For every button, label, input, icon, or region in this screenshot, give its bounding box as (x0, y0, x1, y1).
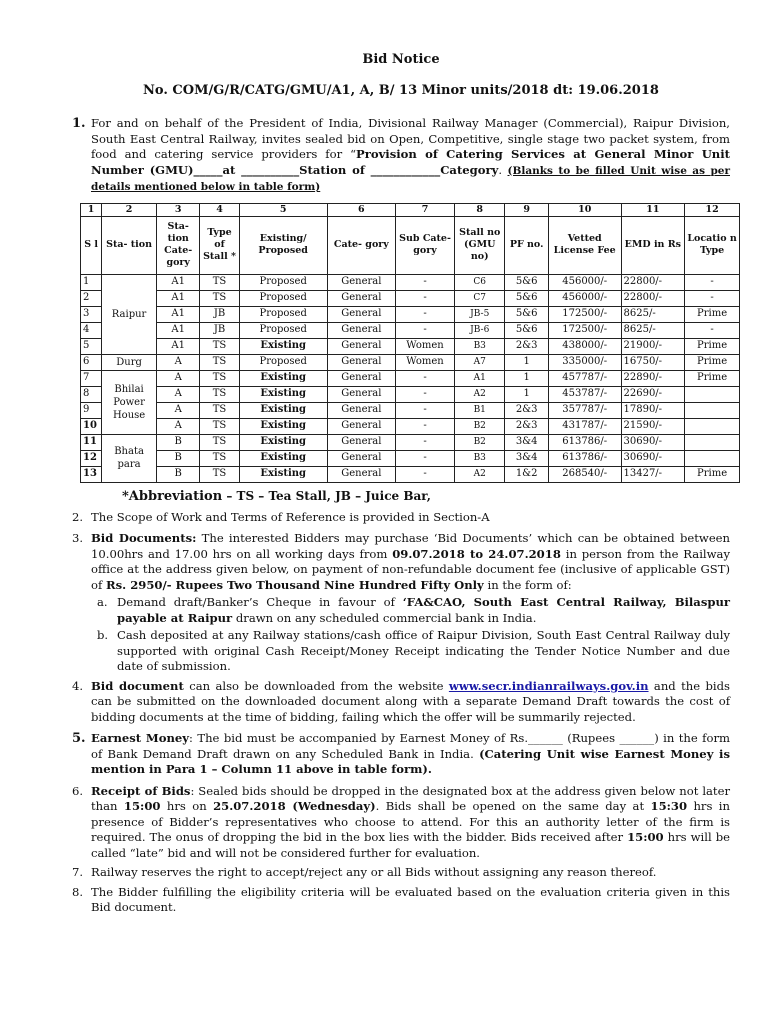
header-stall-type: Type of Stall * (200, 216, 239, 274)
page-title: Bid Notice (362, 52, 440, 67)
p1-bold-2: (Blanks to be filled Unit wise as per details mentioned below in table form) (91, 164, 730, 193)
header-station-category: Sta- tion Cate- gory (156, 216, 200, 274)
sub-label: b. (97, 628, 109, 642)
cell-license-fee: 457787/- (548, 370, 621, 386)
p7-text: Railway reserves the right to accept/reject any or all Bids without assigning any reason thereof. (91, 865, 657, 879)
p6-text-3: . Bids shall be opened on the same day at (375, 799, 651, 813)
cell-sub-category: Women (395, 354, 454, 370)
cell-pf-number: 2&3 (505, 402, 549, 418)
cell-location-type: Prime (685, 354, 740, 370)
table-row (81, 418, 740, 434)
cell-stall-type: TS (200, 290, 239, 306)
cell-stall-type: TS (200, 354, 239, 370)
cell-location-type: - (685, 322, 740, 338)
paragraph-6 (72, 784, 730, 862)
cell-location-type: Prime (685, 370, 740, 386)
cell-stall-number: JB-5 (455, 306, 505, 322)
stall-table (80, 203, 740, 483)
paragraph-number: 5. (72, 731, 86, 746)
cell-stall-type: TS (200, 466, 239, 482)
abbreviation-label: *Abbreviation (122, 488, 223, 504)
cell-sl: 4 (81, 322, 102, 338)
cell-category: General (327, 450, 395, 466)
cell-stall-number: C6 (455, 274, 505, 290)
cell-emd-amount: 16750/- (621, 354, 685, 370)
cell-station: Durg (102, 354, 157, 370)
header-stall-no: Stall no (GMU no) (455, 216, 505, 274)
p6-bold-4: 15:30 (650, 799, 688, 813)
paragraph-5 (72, 731, 730, 778)
cell-emd-amount: 22890/- (621, 370, 685, 386)
p6-bold-1: Receipt of Bids (91, 783, 191, 798)
header-license-fee: Vetted License Fee (548, 216, 621, 274)
cell-pf-number: 2&3 (505, 418, 549, 434)
cell-pf-number: 1 (505, 354, 549, 370)
cell-existing-proposed: Proposed (239, 354, 327, 370)
p1-text-2: . (498, 162, 508, 177)
paragraph-number: 6. (72, 783, 84, 798)
cell-category: General (327, 418, 395, 434)
cell-station-category: B (156, 466, 200, 482)
cell-license-fee: 456000/- (548, 290, 621, 306)
cell-license-fee: 613786/- (548, 434, 621, 450)
sub-item-a (91, 595, 730, 626)
cell-location-type: Prime (685, 306, 740, 322)
header-row (81, 216, 740, 274)
header-existing-proposed: Existing/ Proposed (239, 216, 327, 274)
col-number: 12 (685, 203, 740, 216)
sub-b-text: Cash deposited at any Railway stations/cash office of Raipur Division, South East Central Railway duly supported with original Cash Receipt/Money Receipt indicating the Tender Notice Number and due date of submission. (117, 628, 730, 673)
cell-pf-number: 5&6 (505, 290, 549, 306)
paragraph-7 (72, 865, 730, 881)
cell-sl: 5 (81, 338, 102, 354)
cell-sub-category: - (395, 434, 454, 450)
cell-license-fee: 431787/- (548, 418, 621, 434)
p1-bold-1: Provision of Catering Services at General Minor Unit Number (GMU)_____at __________Station of ____________Category (91, 147, 730, 177)
cell-station-category: B (156, 450, 200, 466)
table-row (81, 354, 740, 370)
cell-location-type (685, 434, 740, 450)
cell-stall-type: TS (200, 402, 239, 418)
col-number: 6 (327, 203, 395, 216)
cell-station-category: A (156, 402, 200, 418)
table-row (81, 450, 740, 466)
cell-emd-amount: 30690/- (621, 434, 685, 450)
cell-stall-type: TS (200, 386, 239, 402)
cell-license-fee: 172500/- (548, 322, 621, 338)
p2-text: The Scope of Work and Terms of Reference is provided in Section-A (91, 509, 490, 524)
p6-text-1: : Sealed bids should be dropped in the designated box at the address given below not later than (91, 783, 730, 813)
cell-sl: 7 (81, 370, 102, 386)
cell-existing-proposed: Proposed (239, 274, 327, 290)
cell-stall-number: A2 (455, 386, 505, 402)
header-category: Cate- gory (327, 216, 395, 274)
p3-bold-3: Rs. 2950/- Rupees Two Thousand Nine Hundred Fifty Only (105, 577, 484, 592)
cell-pf-number: 5&6 (505, 322, 549, 338)
cell-stall-type: TS (200, 274, 239, 290)
header-sub-category: Sub Cate- gory (395, 216, 454, 274)
table-row (81, 290, 740, 306)
cell-station: Bhata para (102, 434, 157, 482)
cell-sl: 6 (81, 354, 102, 370)
cell-existing-proposed: Existing (239, 434, 327, 450)
column-number-row (81, 203, 740, 216)
reference-number: No. COM/G/R/CATG/GMU/A1, A, B/ 13 Minor units/2018 dt: 19.06.2018 (143, 83, 659, 98)
cell-sub-category: - (395, 290, 454, 306)
cell-station: Bhilai Power House (102, 370, 157, 434)
cell-license-fee: 456000/- (548, 274, 621, 290)
cell-stall-type: TS (200, 370, 239, 386)
cell-existing-proposed: Existing (239, 370, 327, 386)
cell-sub-category: - (395, 274, 454, 290)
cell-existing-proposed: Proposed (239, 322, 327, 338)
header-sl: S l (81, 216, 102, 274)
cell-station-category: A1 (156, 338, 200, 354)
cell-category: General (327, 322, 395, 338)
cell-pf-number: 1&2 (505, 466, 549, 482)
cell-location-type: Prime (685, 466, 740, 482)
paragraph-4 (72, 679, 730, 726)
col-number: 2 (102, 203, 157, 216)
paragraph-number: 2. (72, 509, 84, 524)
col-number: 9 (505, 203, 549, 216)
table-row (81, 338, 740, 354)
cell-location-type: - (685, 274, 740, 290)
header-emd: EMD in Rs (621, 216, 685, 274)
table-row (81, 386, 740, 402)
cell-location-type (685, 450, 740, 466)
p3-text-3: in the form of: (483, 577, 572, 592)
sub-item-b (91, 628, 730, 675)
sub-label: a. (97, 595, 108, 609)
cell-sub-category: - (395, 402, 454, 418)
website-link[interactable]: www.secr.indianrailways.gov.in (448, 678, 649, 693)
p6-text-4: hrs in presence of Bidder’s representatives who choose to attend. For this an authority letter of the firm is required. The onus of dropping the bid in the box lies with the bidder. Bids received after (91, 799, 730, 844)
cell-sl: 10 (81, 418, 102, 434)
cell-pf-number: 5&6 (505, 274, 549, 290)
cell-stall-number: B1 (455, 402, 505, 418)
cell-license-fee: 438000/- (548, 338, 621, 354)
p6-bold-3: 25.07.2018 (Wednesday) (213, 799, 376, 813)
cell-pf-number: 3&4 (505, 450, 549, 466)
cell-license-fee: 357787/- (548, 402, 621, 418)
cell-sl: 11 (81, 434, 102, 450)
p5-bold-1: Earnest Money (91, 731, 190, 745)
cell-stall-number: B3 (455, 450, 505, 466)
cell-emd-amount: 22800/- (621, 274, 685, 290)
cell-stall-number: C7 (455, 290, 505, 306)
cell-sub-category: - (395, 322, 454, 338)
cell-license-fee: 335000/- (548, 354, 621, 370)
cell-category: General (327, 386, 395, 402)
cell-emd-amount: 30690/- (621, 450, 685, 466)
cell-sub-category: Women (395, 338, 454, 354)
cell-sub-category: - (395, 370, 454, 386)
cell-stall-type: JB (200, 322, 239, 338)
cell-station-category: A1 (156, 274, 200, 290)
cell-emd-amount: 8625/- (621, 322, 685, 338)
cell-sl: 1 (81, 274, 102, 290)
cell-sl: 8 (81, 386, 102, 402)
paragraph-8 (72, 885, 730, 916)
cell-pf-number: 5&6 (505, 306, 549, 322)
cell-license-fee: 453787/- (548, 386, 621, 402)
p3-bold-2: 09.07.2018 to 24.07.2018 (392, 546, 561, 561)
header-location-type: Locatio n Type (685, 216, 740, 274)
cell-emd-amount: 21900/- (621, 338, 685, 354)
paragraph-number: 3. (72, 531, 84, 545)
p5-bold-2: (Catering Unit wise Earnest Money is mention in Para 1 – Column 11 above in table form). (91, 746, 730, 776)
cell-sl: 9 (81, 402, 102, 418)
cell-station: Raipur (102, 274, 157, 354)
cell-sl: 3 (81, 306, 102, 322)
cell-license-fee: 172500/- (548, 306, 621, 322)
cell-sub-category: - (395, 466, 454, 482)
cell-station-category: A (156, 386, 200, 402)
cell-existing-proposed: Proposed (239, 306, 327, 322)
sub-a-text-1: Demand draft/Banker’s Cheque in favour of (117, 595, 403, 609)
p3-bold-1: Bid Documents: (91, 531, 197, 545)
cell-existing-proposed: Existing (239, 418, 327, 434)
header-station: Sta- tion (102, 216, 157, 274)
cell-category: General (327, 434, 395, 450)
cell-stall-number: B3 (455, 338, 505, 354)
table-row (81, 322, 740, 338)
p3-text-2: in person from the Railway office at the address given below, on payment of non-refundable document fee (inclusive of applicable GST) of (91, 546, 731, 592)
p5-text-1: : The bid must be accompanied by Earnest Money of Rs.______ (Rupees ______) in the form of Bank Demand Draft drawn on any Scheduled Bank in India. (91, 731, 730, 761)
cell-stall-type: TS (200, 418, 239, 434)
cell-existing-proposed: Existing (239, 386, 327, 402)
cell-stall-type: TS (200, 450, 239, 466)
cell-sub-category: - (395, 450, 454, 466)
p4-bold: Bid document (91, 678, 184, 693)
table-row (81, 466, 740, 482)
cell-category: General (327, 290, 395, 306)
cell-stall-number: A1 (455, 370, 505, 386)
paragraph-number: 7. (72, 865, 84, 879)
cell-station-category: B (156, 434, 200, 450)
col-number: 10 (548, 203, 621, 216)
cell-sub-category: - (395, 418, 454, 434)
cell-emd-amount: 21590/- (621, 418, 685, 434)
cell-stall-number: B2 (455, 434, 505, 450)
cell-stall-number: JB-6 (455, 322, 505, 338)
p4-text-2: and the bids can be submitted on the downloaded document along with a separate Demand Draft towards the cost of bidding documents at the time of bidding, failing which the offer will be summarily rejected. (91, 678, 730, 724)
p6-bold-2: 15:00 (123, 799, 161, 813)
cell-emd-amount: 22690/- (621, 386, 685, 402)
col-number: 11 (621, 203, 685, 216)
p1-text-1: For and on behalf of the President of India, Divisional Railway Manager (Commercial), Raipur Division, South East Central Railway, invites sealed bid on Open, Competitive, single stage two packet system, from food and catering service providers for “ (91, 116, 730, 161)
cell-station-category: A1 (156, 322, 200, 338)
cell-category: General (327, 402, 395, 418)
cell-stall-type: JB (200, 306, 239, 322)
col-number: 8 (455, 203, 505, 216)
cell-emd-amount: 13427/- (621, 466, 685, 482)
cell-stall-type: TS (200, 338, 239, 354)
cell-sub-category: - (395, 386, 454, 402)
cell-pf-number: 2&3 (505, 338, 549, 354)
table-row (81, 370, 740, 386)
cell-station-category: A1 (156, 290, 200, 306)
cell-emd-amount: 17890/- (621, 402, 685, 418)
cell-sub-category: - (395, 306, 454, 322)
cell-location-type: Prime (685, 338, 740, 354)
cell-station-category: A (156, 370, 200, 386)
cell-emd-amount: 22800/- (621, 290, 685, 306)
p6-text-2: hrs on (160, 799, 214, 813)
cell-sl: 12 (81, 450, 102, 466)
cell-existing-proposed: Existing (239, 402, 327, 418)
table-body (81, 274, 740, 482)
col-number: 4 (200, 203, 239, 216)
cell-category: General (327, 354, 395, 370)
paragraph-1 (72, 116, 730, 196)
cell-category: General (327, 370, 395, 386)
paragraph-number: 4. (72, 678, 84, 693)
cell-station-category: A (156, 354, 200, 370)
p6-bold-5: 15:00 (627, 830, 664, 844)
p4-text-1: can also be downloaded from the website (183, 678, 449, 693)
cell-existing-proposed: Existing (239, 450, 327, 466)
p3-text-1: The interested Bidders may purchase ‘Bid Documents’ which can be obtained between 10.00hrs and 17.00 hrs on all working days from (91, 531, 731, 561)
table-row (81, 274, 740, 290)
table-row (81, 434, 740, 450)
cell-location-type (685, 386, 740, 402)
cell-category: General (327, 466, 395, 482)
p8-text: The Bidder fulfilling the eligibility criteria will be evaluated based on the evaluation criteria given in this Bid document. (91, 884, 730, 914)
cell-category: General (327, 306, 395, 322)
cell-pf-number: 1 (505, 370, 549, 386)
p6-text-5: hrs will be called “late” bid and will not be considered further for evaluation. (91, 830, 730, 860)
paragraph-number: 8. (72, 884, 84, 899)
col-number: 3 (156, 203, 200, 216)
sub-a-text-2: drawn on any scheduled commercial bank in India. (232, 610, 537, 625)
sub-a-bold: ‘FA&CAO, South East Central Railway, Bilaspur payable at Raipur (117, 595, 730, 625)
cell-category: General (327, 338, 395, 354)
table-row (81, 306, 740, 322)
cell-sl: 13 (81, 466, 102, 482)
cell-existing-proposed: Existing (239, 338, 327, 354)
paragraph-3 (72, 531, 730, 675)
col-number: 7 (395, 203, 454, 216)
cell-category: General (327, 274, 395, 290)
cell-pf-number: 1 (505, 386, 549, 402)
col-number: 5 (239, 203, 327, 216)
cell-stall-number: A2 (455, 466, 505, 482)
paragraph-number: 1. (72, 116, 86, 131)
cell-station-category: A (156, 418, 200, 434)
cell-existing-proposed: Existing (239, 466, 327, 482)
header-pf-no: PF no. (505, 216, 549, 274)
cell-emd-amount: 8625/- (621, 306, 685, 322)
cell-sl: 2 (81, 290, 102, 306)
paragraph-2 (72, 510, 730, 526)
abbreviation-note (122, 489, 730, 504)
cell-license-fee: 613786/- (548, 450, 621, 466)
table-row (81, 402, 740, 418)
cell-station-category: A1 (156, 306, 200, 322)
cell-location-type (685, 402, 740, 418)
cell-stall-type: TS (200, 434, 239, 450)
cell-stall-number: A7 (455, 354, 505, 370)
cell-stall-number: B2 (455, 418, 505, 434)
cell-license-fee: 268540/- (548, 466, 621, 482)
cell-existing-proposed: Proposed (239, 290, 327, 306)
cell-location-type (685, 418, 740, 434)
cell-location-type: - (685, 290, 740, 306)
cell-pf-number: 3&4 (505, 434, 549, 450)
abbreviation-text: – TS – Tea Stall, JB – Juice Bar, (222, 488, 431, 503)
col-number: 1 (81, 203, 102, 216)
